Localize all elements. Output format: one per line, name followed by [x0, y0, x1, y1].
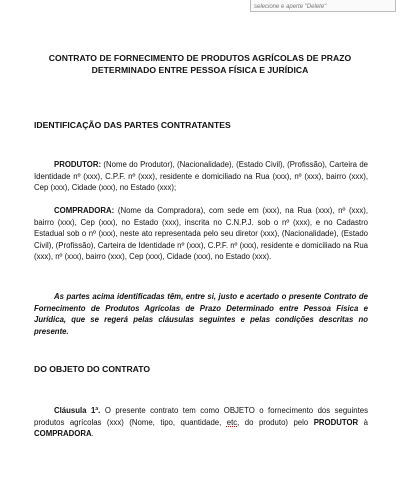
compradora-paragraph — [34, 205, 368, 263]
produtor-paragraph — [34, 159, 368, 194]
section-heading-object: DO OBJETO DO CONTRATO — [34, 364, 151, 374]
instruction-note — [250, 0, 396, 12]
produtor-text: (Nome do Produtor), (Nacionalidade), (Estado Civil), (Profissão), Carteira de Identidade nº (xxx), C.P.F. nº (xxx), residente e domiciliado na Rua (xxx), nº (xxx), bairro (xxx), Cep (xxx), Cidade (xxx), no Estado (xxx); — [34, 160, 368, 193]
clause1-etc: etc — [226, 417, 238, 427]
document-title — [20, 52, 380, 76]
compradora-label: COMPRADORA: — [54, 206, 115, 215]
clause1-label: Cláusula 1ª. — [54, 406, 101, 415]
document-title-line1: CONTRATO DE FORNECIMENTO DE PRODUTOS AGRÍCOLAS DE PRAZO — [48, 53, 352, 63]
section-heading-parties: IDENTIFICAÇÃO DAS PARTES CONTRATANTES — [34, 120, 231, 130]
produtor-label: PRODUTOR: — [54, 160, 102, 169]
clause1-compradora: COMPRADORA — [34, 429, 92, 439]
compradora-text: (Nome da Compradora), com sede em (xxx), na Rua (xxx), nº (xxx), bairro (xxx), Cep (xxx), no Estado (xxx), inscrita no C.N.P.J. sob o nº (xxx), e no Cadastro Estadual sob o nº (xxx), neste ato representada pelo seu diretor (xxx), (Nacionalidade), (Estado Civil), (Profissão), Carteira de Identidade nº (xxx), C.P.F. nº (xxx), residente e domiciliado na Rua (xxx), nº (xxx), bairro (xxx), Cep (xxx), Cidade (xxx), no Estado (xxx). — [34, 206, 368, 262]
clause1-produtor: PRODUTOR — [313, 417, 359, 427]
clause1-text-a: O presente contrato tem como OBJETO o fornecimento dos seguintes produtos agrícolas (xxx) (Nome, tipo, quantidade, — [34, 406, 368, 427]
document-title-line2: DETERMINADO ENTRE PESSOA FÍSICA E JURÍDICA — [91, 65, 309, 75]
instruction-note-line2: selecione e aperte "Delete" — [254, 4, 327, 10]
preamble-paragraph: As partes acima identificadas têm, entre si, justo e acertado o presente Contrato de Fornecimento de Produtos Agrícolas de Prazo Determinado entre Pessoa Física e Jurídica, que se regerá pelas cláusulas seguintes e pelas condições descritas no presente. — [34, 292, 368, 336]
clause1-text-d: . — [91, 429, 94, 439]
clause1-text-c: à — [358, 417, 368, 427]
clause1-text-b: , do produto) pelo — [237, 417, 314, 427]
clause1-paragraph — [34, 405, 368, 440]
